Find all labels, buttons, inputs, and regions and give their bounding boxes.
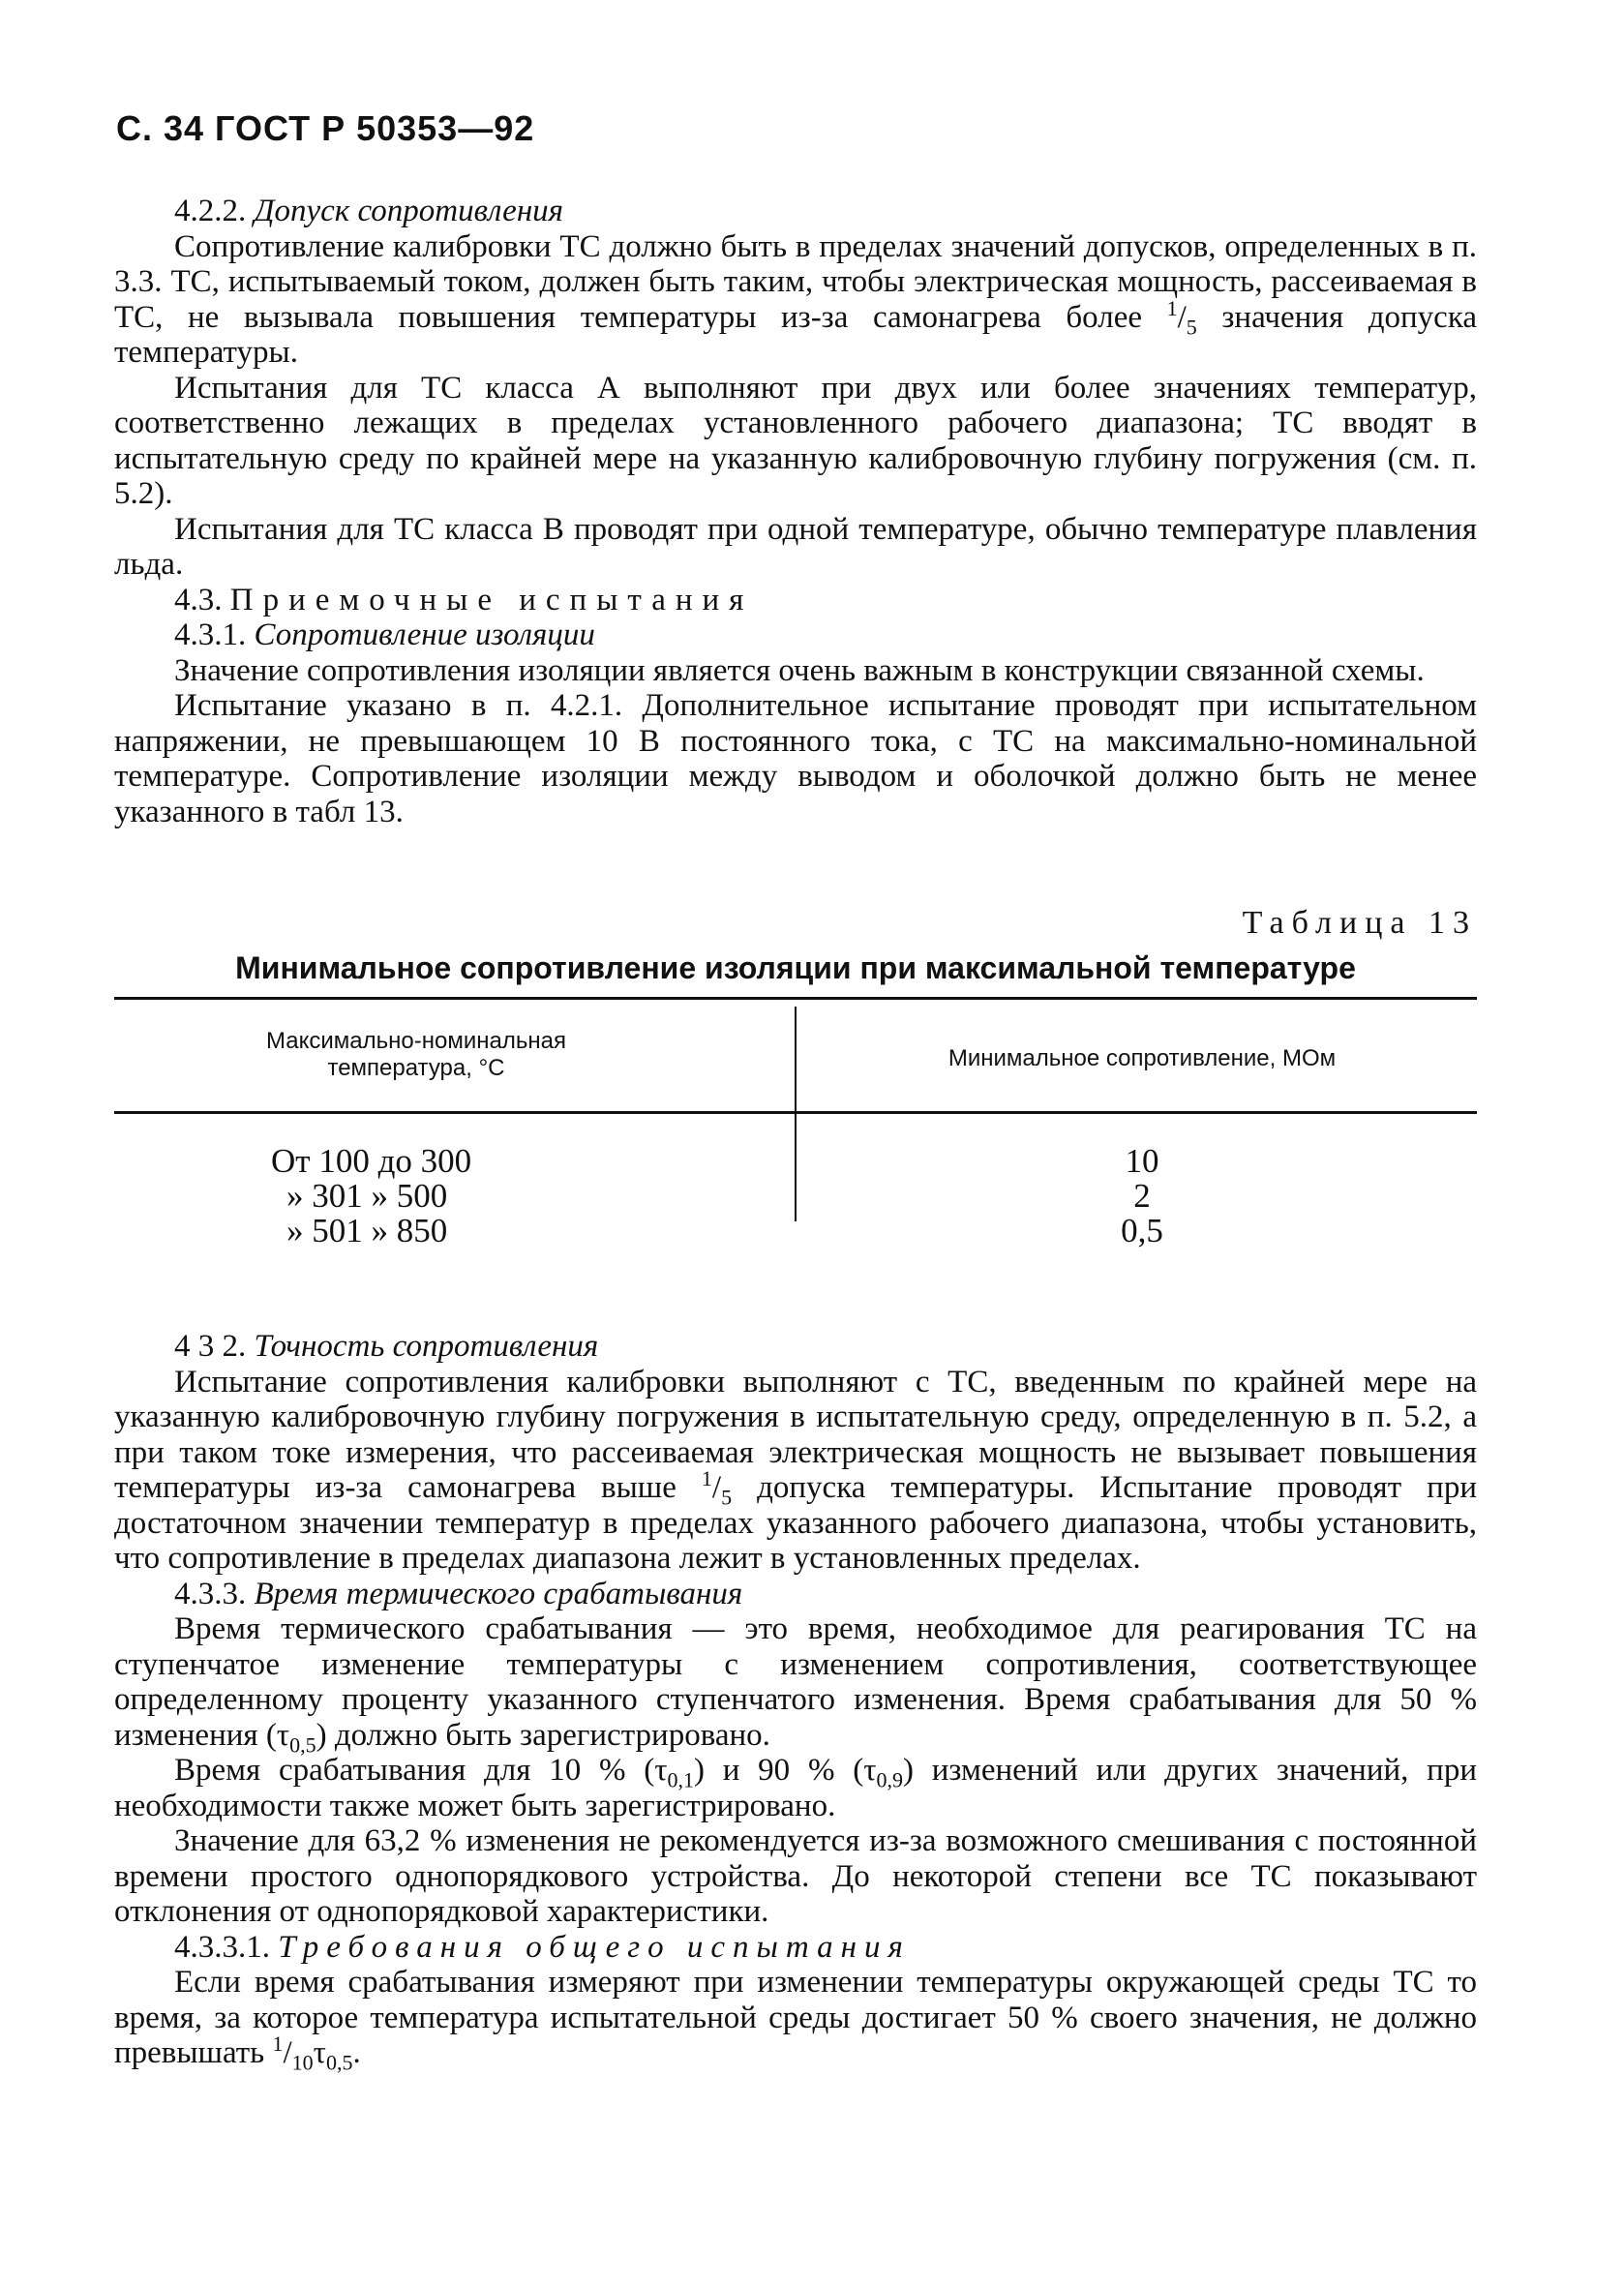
- paragraph: Испытания для ТС класса А выполняют при двух или более значениях температур, соответственно лежащих в пределах установленного рабочего диапазона; ТС вводят в испытательную среду по крайней мере на указанную калибровочную глубину погружения (см. п. 5.2).: [114, 370, 1477, 511]
- section-title: Сопротивление изоляции: [254, 617, 595, 652]
- section-heading: [114, 1329, 1477, 1365]
- table-col1-header: Максимально-номинальная температура, °С: [266, 1028, 566, 1081]
- paragraph: Испытания для ТС класса В проводят при одной температуре, обычно температуре плавления льда.: [114, 511, 1477, 582]
- fraction-numerator: 1: [272, 2031, 284, 2056]
- section-number: 4.3.1.: [174, 617, 255, 652]
- section-number: 4.3.: [174, 582, 230, 617]
- table-cell-range: » 501 » 850: [286, 1212, 448, 1249]
- paragraph-text: ) должно быть зарегистрировано.: [316, 1717, 770, 1753]
- fraction-denominator: 5: [721, 1485, 733, 1510]
- paragraph-text: Сопротивление калибровки ТС должно быть в пределах значений допусков, определенных в п. 3.3. ТС, испытываемый током, должен быть таким, чтобы электрическая мощность, рассеиваемая в ТС, не вызывала повышения температуры из-за самонагрева более: [114, 228, 1477, 335]
- paragraph: Значение для 63,2 % изменения не рекомендуется из-за возможного смешивания с постоянной времени простого однопорядкового устройства. До некоторой степени все ТС показывают отклонения от однопорядковой характеристики.: [114, 1823, 1477, 1929]
- table-cell-range: От 100 до 300: [271, 1142, 472, 1180]
- paragraph-text: ) изменений или других значений, при необходимости также может быть зарегистрировано.: [114, 1753, 1477, 1823]
- paragraph-text: Время термического срабатывания — это время, необходимое для реагирования ТС на ступенчатое изменение температуры с изменением сопротивления, соответствующее определенному проценту указанного ступенчатого изменения. Время срабатывания для 50 % изменения (τ: [114, 1611, 1477, 1753]
- paragraph: Если время срабатывания измеряют при изменении температуры окружающей среды ТС то время, за которое температура испытательной среды достигает 50 % своего значения, не должно превышать $^1/_{10}\tau_{0,5}$.: [114, 1965, 1477, 2075]
- section-title: Точность сопротивления: [254, 1329, 599, 1364]
- subscript: 0,5: [325, 2050, 353, 2075]
- text-block-upper: [114, 194, 1477, 829]
- table-column-divider: [795, 1007, 797, 1221]
- table-col2-header: Минимальное сопротивление, МОм: [947, 1045, 1337, 1071]
- fraction-denominator: 5: [1186, 315, 1197, 340]
- fraction-numerator: 1: [701, 1466, 712, 1490]
- section-title: Допуск сопротивления: [254, 194, 564, 228]
- fraction-denominator: 10: [291, 2050, 314, 2075]
- section-title: Время термического срабатывания: [254, 1576, 743, 1611]
- paragraph-text: Испытание сопротивления калибровки выполняют с ТС, введенным по крайней мере на указанную калибровочную глубину погружения в испытательную среду, определенную в п. 5.2, а при таком токе измерения, что рассеиваемая электрическая мощность не вызывает повышения температуры из-за самонагрева выше: [114, 1364, 1477, 1505]
- paragraph: Испытание сопротивления калибровки выполняют с ТС, введенным по крайней мере на указанную калибровочную глубину погружения в испытательную среду, определенную в п. 5.2, а при таком токе измерения, что рассеиваемая электрическая мощность не вызывает повышения температуры из-за самонагрева выше $^1/_5$ допуска температуры. Испытание проводят при достаточном значении температур в пределах указанного рабочего диапазона, чтобы установить, что сопротивление в пределах диапазона лежит в установленных пределах.: [114, 1364, 1477, 1576]
- section-title: Приемочные испытания: [229, 582, 754, 617]
- section-number: 4.3.3.1.: [174, 1929, 279, 1965]
- table-cell-value: 10: [1125, 1142, 1159, 1180]
- section-heading: [114, 194, 1477, 229]
- subscript: 0,1: [667, 1767, 694, 1792]
- paragraph-text: допуска температуры. Испытание проводят при достаточном значении температур в пределах указанного рабочего диапазона, чтобы установить, что сопротивление в пределах диапазона лежит в установленных пределах.: [114, 1470, 1477, 1576]
- table-label: Таблица 13: [1242, 905, 1477, 941]
- paragraph: Испытание указано в п. 4.2.1. Дополнительное испытание проводят при испытательном напряжении, не превышающем 10 В постоянного тока, с ТС на максимально-номинальной температуре. Сопротивление изоляции между выводом и оболочкой должно быть не менее указанного в табл 13.: [114, 688, 1477, 829]
- section-number: 4.2.2.: [174, 194, 255, 228]
- text-block-lower: [114, 1329, 1477, 2075]
- section-title: Требования общего испытания: [278, 1929, 911, 1965]
- subscript: 0,9: [876, 1767, 903, 1792]
- paragraph: [114, 1611, 1477, 1758]
- section-heading: [114, 1577, 1477, 1612]
- table-col1-values: [271, 1144, 471, 1249]
- subscript: 0,5: [289, 1732, 316, 1758]
- paragraph: Значение сопротивления изоляции является очень важным в конструкции связанной схемы.: [174, 652, 1425, 688]
- paragraph-text: значения допуска температуры.: [114, 299, 1477, 370]
- table-title: Минимальное сопротивление изоляции при максимальной температуре: [235, 950, 1356, 985]
- paragraph-text: .: [352, 2035, 361, 2070]
- paragraph: Сопротивление калибровки ТС должно быть в пределах значений допусков, определенных в п. 3.3. ТС, испытываемый током, должен быть таким, чтобы электрическая мощность, рассеиваемая в ТС, не вызывала повышения температуры из-за самонагрева более $^1/_5$ значения допуска температуры.: [114, 228, 1477, 370]
- table-top-rule: [114, 997, 1477, 1000]
- table-cell-range: » 301 » 500: [286, 1177, 448, 1215]
- paragraph: [114, 1753, 1477, 1823]
- table-cell-value: 2: [1133, 1177, 1151, 1215]
- paragraph-text: ) и 90 % (τ: [694, 1753, 877, 1788]
- section-number: 4.3.3.: [174, 1576, 255, 1611]
- section-heading: [114, 583, 1477, 618]
- paragraph-text: Если время срабатывания измеряют при изменении температуры окружающей среды ТС то время, за которое температура испытательной среды достигает 50 % своего значения, не должно превышать: [114, 1965, 1477, 2070]
- paragraph-text: τ: [313, 2035, 326, 2070]
- section-number: 4 3 2.: [174, 1329, 255, 1364]
- paragraph-text: Время срабатывания для 10 % (τ: [174, 1753, 668, 1788]
- fraction-numerator: 1: [1166, 295, 1178, 320]
- page-header: С. 34 ГОСТ Р 50353—92: [116, 108, 535, 148]
- section-heading: [114, 617, 1477, 653]
- table-cell-value: 0,5: [1121, 1212, 1163, 1249]
- section-heading: [114, 1930, 1477, 1966]
- table-col2-values: [1065, 1144, 1219, 1249]
